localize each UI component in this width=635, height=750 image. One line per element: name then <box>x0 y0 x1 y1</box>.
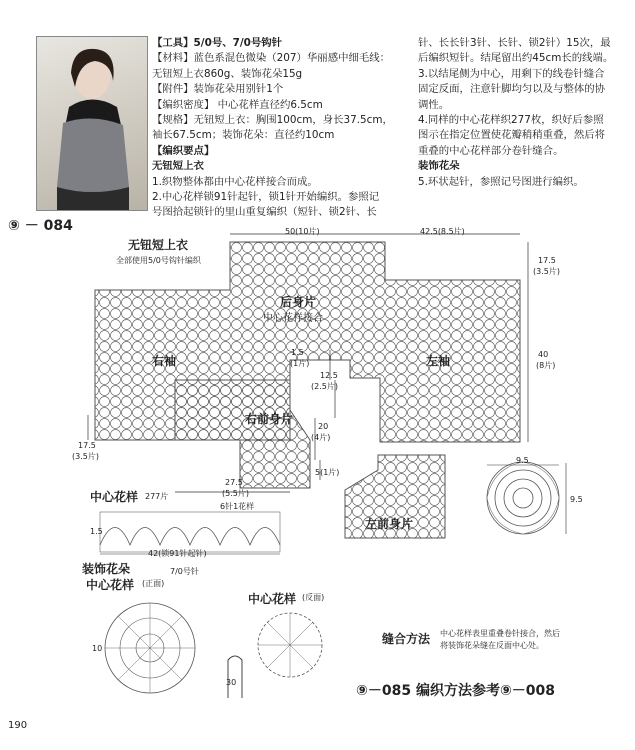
flower-dim: 10 <box>92 644 103 653</box>
step-4-cont-2: 重叠的中心花样部分卷针缝合。 <box>418 144 564 157</box>
motif-side: 1.5 <box>90 527 103 536</box>
dim-mid2b: (2.5片) <box>311 382 338 391</box>
right-front-label: 右前身片 <box>245 412 294 426</box>
step-4: 4.同样的中心花样织277枚，织好后参照 <box>418 114 604 127</box>
dim-mid3: 20 <box>318 422 329 431</box>
motif-bottom: 42(锁91针起针) <box>148 549 207 558</box>
flower-back-tag: (反面) <box>302 593 325 602</box>
motif-repeat: 6针1花样 <box>220 502 255 511</box>
dim-rose-h: 9.5 <box>570 495 583 504</box>
right-sleeve-label: 右袖 <box>152 354 177 368</box>
diagram-code: ⑨ － 084 <box>8 218 73 234</box>
flower-front-tag: (正面) <box>142 579 165 588</box>
dim-bottom-b: (5.5片) <box>222 489 249 498</box>
materials-line: 【材料】蓝色系混色微染（207）华丽感中细毛线： <box>152 52 391 65</box>
step-2-cont-3: 后编织短针。结尾留出约45cm长的线端。 <box>418 52 614 65</box>
dim-bottom: 27.5 <box>225 478 243 487</box>
jacket-heading: 无钮短上衣 <box>152 160 204 173</box>
dim-right-h2: 40 <box>538 350 549 359</box>
dim-top: 50(10片) <box>285 227 320 236</box>
flower-back-title: 中心花样 <box>248 592 297 606</box>
size-line-2: 袖长67.5cm；装饰花朵：直径约10cm <box>152 129 335 142</box>
points-heading: 【编织要点】 <box>152 144 215 157</box>
dim-right-h1b: (3.5片) <box>533 267 560 276</box>
step-3-cont-2: 调性。 <box>418 98 450 111</box>
step-2: 2.中心花样锁91针起针，锁1针开始编织。参照记 <box>152 191 380 204</box>
size-line: 【规格】无钮短上衣：胸围100cm，身长37.5cm， <box>152 114 393 127</box>
dim-mid1b: (1片) <box>290 359 310 368</box>
motif-title: 中心花样 <box>90 490 139 504</box>
decorative-rose <box>487 462 559 534</box>
step-5: 5.环状起针，参照记号图进行编织。 <box>418 175 584 188</box>
materials-line-2: 无钮短上衣860g、装饰花朵15g <box>152 67 303 80</box>
tools-line: 【工具】5/0号、7/0号钩针 <box>152 37 283 49</box>
step-1: 1.织物整体都由中心花样接合而成。 <box>152 175 318 188</box>
back-and-sleeves-shape <box>95 242 520 442</box>
step-3: 3.以结尾侧为中心，用剩下的线卷针缝合 <box>418 67 605 80</box>
step-2-cont-2: 针、长长针3针、长针、锁2针）15次，最 <box>418 37 611 49</box>
sewing-line-1: 中心花样表里重叠卷针接合，然后 <box>440 629 560 638</box>
dim-left-hb: (3.5片) <box>72 452 99 461</box>
motif-count: 277片 <box>145 492 169 501</box>
step-3-cont: 固定反面，注意针脚均匀以及与整体的协 <box>418 83 606 96</box>
dim-mid1: 1.5 <box>291 348 304 357</box>
flower-back-chart <box>258 613 322 677</box>
step-2-cont: 号图拾起锁针的里山重复编织（短针、锁2针、长 <box>152 206 377 219</box>
pin-dim: 30 <box>226 678 237 687</box>
diagram-note: 全部使用5/0号钩针编织 <box>116 256 201 265</box>
left-sleeve-label: 左袖 <box>426 354 451 368</box>
dim-mid4: 5(1片) <box>315 468 340 477</box>
dim-top-right: 42.5(8.5片) <box>420 227 465 236</box>
back-label: 后身片 <box>280 295 317 309</box>
left-front-label: 左前身片 <box>365 517 414 531</box>
dim-mid3b: (4片) <box>311 433 331 442</box>
flower-heading: 装饰花朵 <box>418 160 460 173</box>
flower-front-spokes <box>105 603 195 693</box>
gauge-line: 【编织密度】 中心花样直径约6.5cm <box>152 98 323 111</box>
diagram-title: 无钮短上衣 <box>128 238 189 252</box>
right-front-shape <box>175 380 310 488</box>
dim-left-h: 17.5 <box>78 441 96 450</box>
reference-line: ⑨－085 编织方法参考⑨－008 <box>356 683 556 699</box>
flower-front-title: 中心花样 <box>86 578 135 592</box>
dim-right-h1: 17.5 <box>538 256 556 265</box>
sewing-line-2: 将装饰花朵缝在反面中心处。 <box>440 641 544 650</box>
step-4-cont: 图示在指定位置使花瓣稍稍重叠，然后将 <box>418 129 606 142</box>
back-sub-label: 中心花样接合 <box>263 313 323 324</box>
sewing-title: 缝合方法 <box>382 632 431 646</box>
page-number: 190 <box>8 720 28 731</box>
flower-hook: 7/0号针 <box>170 567 199 576</box>
dim-mid2: 12.5 <box>320 371 338 380</box>
dim-rose-w: 9.5 <box>516 456 529 465</box>
flower-title: 装饰花朵 <box>82 562 131 576</box>
pin-icon <box>228 656 242 698</box>
dim-right-h2b: (8片) <box>536 361 556 370</box>
accessory-line: 【附件】装饰花朵用别针1个 <box>152 83 284 96</box>
